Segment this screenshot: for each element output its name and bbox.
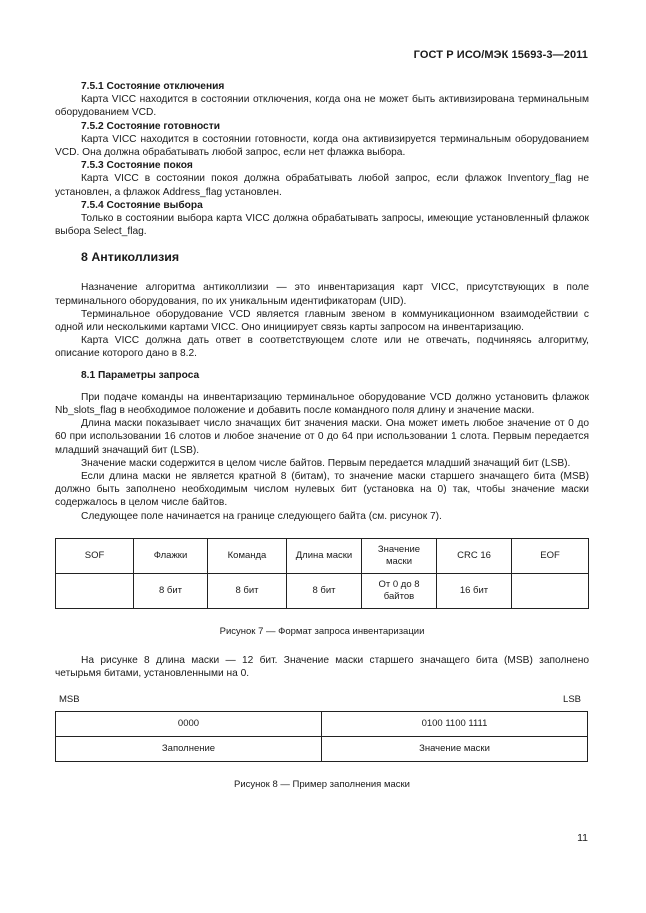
section-8-1-paragraph-2: Длина маски показывает число значащих бит значения маски. Она может иметь любое значение от 0 до 60 при использовании 16 слотов и любое значение от 0 до 64 при использовании 1 слота. Первым передается младший значащий бит (LSB).: [55, 418, 589, 456]
table-row: [56, 736, 588, 761]
value-cell-command: 8 бит: [208, 573, 287, 608]
page-number: 11: [577, 832, 588, 844]
section-8-1-paragraph-4: Если длина маски не является кратной 8 (битам), то значение маски старшего значащего бита (MSB) должно быть заполнено необходимым числом нулевых бит (установка на 0) так, чтобы значение маски содержалось в целом числе байтов.: [55, 471, 589, 509]
document-header: ГОСТ Р ИСО/МЭК 15693-3—2011: [413, 49, 588, 61]
section-7-5-2-title: 7.5.2 Состояние готовности: [81, 120, 220, 132]
section-8-1-paragraph-5: Следующее поле начинается на границе следующего байта (см. рисунок 7).: [81, 510, 442, 522]
section-7-5-4-text: Только в состоянии выбора карта VICC должна обрабатывать запросы, имеющие установленный флажок выбора Select_flag.: [55, 213, 589, 238]
section-8-1-title: 8.1 Параметры запроса: [81, 369, 200, 381]
section-7-5-1-text: Карта VICC находится в состоянии отключения, когда она не может быть активизирована терминальным оборудованием VCD.: [55, 94, 589, 119]
value-cell-mask-value: От 0 до 8 байтов: [362, 573, 437, 608]
page-content: [55, 80, 589, 791]
table-row: [56, 573, 589, 608]
figure-8-table: [55, 711, 588, 762]
header-cell-mask-value: Значение маски: [362, 538, 437, 573]
value-cell-flags: 8 бит: [134, 573, 208, 608]
section-7-5-2-text: Карта VICC находится в состоянии готовности, когда она активизируется терминальным оборудованием VCD. Она должна обрабатывать любой запрос, если нет флажка выбора.: [55, 133, 589, 159]
section-7-5-4-title: 7.5.4 Состояние выбора: [81, 199, 203, 211]
value-cell-mask-length: 8 бит: [287, 573, 362, 608]
section-8-1-paragraph-3: Значение маски содержится в целом числе байтов. Первым передается младший значащий бит (LSB).: [81, 457, 571, 469]
padding-bits-cell: 0000: [56, 711, 322, 736]
value-cell-eof: [512, 573, 589, 608]
header-cell-crc: CRC 16: [437, 538, 512, 573]
figure-7-caption: Рисунок 7 — Формат запроса инвентаризации: [219, 625, 425, 637]
section-8-paragraph-2: Терминальное оборудование VCD является главным звеном в коммуникационном взаимодействии с одной или несколькими картами VICC. Оно инициирует связь карты запросом на инвентаризацию.: [55, 308, 589, 334]
section-8-paragraph-3: Карта VICC должна дать ответ в соответствующем слоте или не отвечать, подчиняясь алгоритму, описание которого дано в 8.2.: [55, 335, 589, 360]
lsb-label: LSB: [563, 693, 581, 705]
figure-8-intro: На рисунке 8 длина маски — 12 бит. Значение маски старшего значащего бита (MSB) заполнено четырьмя битами, установленными на 0.: [55, 655, 589, 680]
value-cell-sof: [56, 573, 134, 608]
table-row: [56, 711, 588, 736]
section-8-paragraph-1: Назначение алгоритма антиколлизии — это инвентаризация карт VICC, присутствующих в поле терминального оборудования, по их уникальным идентификаторам (UID).: [55, 282, 589, 307]
mask-label-cell: Значение маски: [322, 736, 588, 761]
header-cell-flags: Флажки: [134, 538, 208, 573]
mask-bits-cell: 0100 1100 1111: [322, 711, 588, 736]
header-cell-eof: EOF: [512, 538, 589, 573]
table-header-row: [56, 538, 589, 573]
header-cell-command: Команда: [208, 538, 287, 573]
section-8-1-paragraph-1: При подаче команды на инвентаризацию терминальное оборудование VCD должно установить флажок Nb_slots_flag в необходимое положение и добавить после командного поля длину и значение маски.: [55, 391, 589, 417]
header-cell-mask-length: Длина маски: [287, 538, 362, 573]
figure-7-table: [55, 538, 589, 609]
section-8-title: 8 Антиколлизия: [81, 250, 180, 265]
bit-order-labels: [55, 693, 589, 707]
msb-label: MSB: [59, 693, 80, 705]
padding-label-cell: Заполнение: [56, 736, 322, 761]
value-cell-crc: 16 бит: [437, 573, 512, 608]
header-cell-sof: SOF: [56, 538, 134, 573]
section-7-5-3-title: 7.5.3 Состояние покоя: [81, 160, 193, 172]
figure-8-caption: Рисунок 8 — Пример заполнения маски: [234, 778, 410, 790]
section-7-5-1-title: 7.5.1 Состояние отключения: [81, 81, 225, 92]
section-7-5-3-text: Карта VICC в состоянии покоя должна обрабатывать любой запрос, если флажок Inventory_flag не установлен, а флажок Address_flag установлен.: [55, 173, 589, 198]
